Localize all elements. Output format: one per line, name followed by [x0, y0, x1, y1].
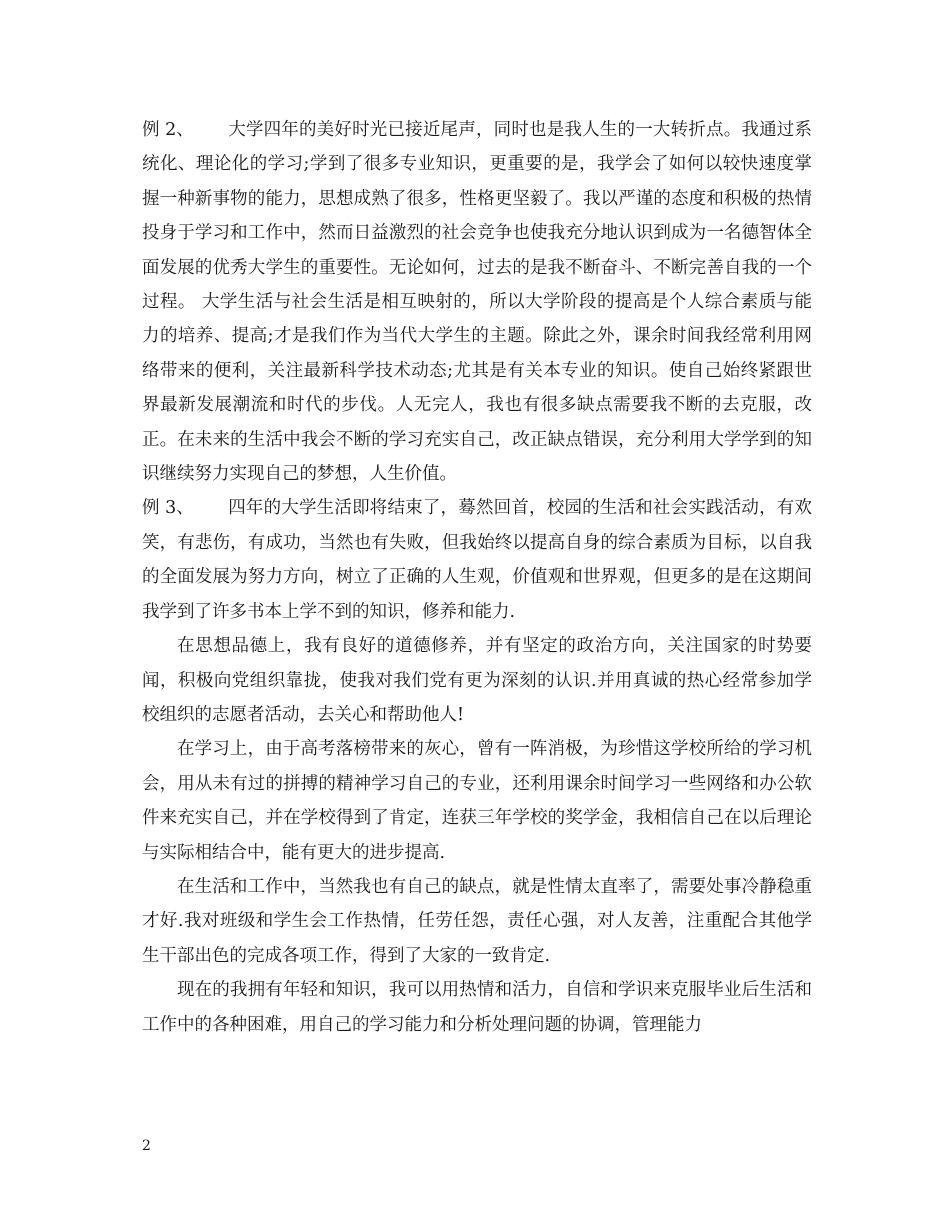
- paragraph-example-2: [142, 113, 812, 491]
- document-body: [142, 113, 812, 1042]
- paragraph-text: 四年的大学生活即将结束了，蓦然回首，校园的生活和社会实践活动，有欢笑，有悲伤，有成功，当然也有失败，但我始终以提高自身的综合素质为目标，以自我的全面发展为努力方向，树立了正确的人生观，价值观和世界观，但更多的是在这期间我学到了许多书本上学不到的知识，修养和能力.: [142, 498, 812, 622]
- example-label: 例 2、: [142, 120, 194, 140]
- paragraph-example-3: [142, 491, 812, 629]
- page-number: 2: [142, 1138, 151, 1154]
- paragraph-life-and-work: 在生活和工作中，当然我也有自己的缺点，就是性情太直率了，需要处事冷静稳重才好.我对班级和学生会工作热情，任劳任怨，责任心强，对人友善，注重配合其他学生干部出色的完成各项工作，得到了大家的一致肯定.: [142, 876, 812, 966]
- paragraph-study: 在学习上，由于高考落榜带来的灰心，曾有一阵消极，为珍惜这学校所给的学习机会，用从未有过的拼搏的精神学习自己的专业，还利用课余时间学习一些网络和办公软件来充实自己，并在学校得到了肯定，连获三年学校的奖学金，我相信自己在以后理论与实际相结合中，能有更大的进步提高.: [142, 739, 812, 863]
- paragraph-moral-character: 在思想品德上，我有良好的道德修养，并有坚定的政治方向，关注国家的时势要闻，积极向党组织靠拢，使我对我们党有更为深刻的认识.并用真诚的热心经常参加学校组织的志愿者活动，去关心和帮助他人!: [142, 636, 812, 725]
- paragraph-future: 现在的我拥有年轻和知识，我可以用热情和活力，自信和学识来克服毕业后生活和工作中的各种困难，用自己的学习能力和分析处理问题的协调，管理能力: [142, 980, 812, 1035]
- example-label: 例 3、: [142, 498, 194, 519]
- paragraph-text: 大学四年的美好时光已接近尾声，同时也是我人生的一大转折点。我通过系统化、理论化的学习;学到了很多专业知识，更重要的是，我学会了如何以较快速度掌握一种新事物的能力，思想成熟了很多，性格更坚毅了。我以严谨的态度和积极的热情投身于学习和工作中，然而日益激烈的社会竞争也使我充分地认识到成为一名德智体全面发展的优秀大学生的重要性。无论如何，过去的是我不断奋斗、不断完善自我的一个过程。 大学生活与社会生活是相互映射的，所以大学阶段的提高是个人综合素质与能力的培养、提高;才是我们作为当代大学生的主题。除此之外，课余时间我经常利用网络带来的便利，关注最新科学技术动态;尤其是有关本专业的知识。使自己始终紧跟世界最新发展潮流和时代的步伐。人无完人，我也有很多缺点需要我不断的去克服，改正。在未来的生活中我会不断的学习充实自己，改正缺点错误，充分利用大学学到的知识继续努力实现自己的梦想，人生价值。: [142, 120, 812, 485]
